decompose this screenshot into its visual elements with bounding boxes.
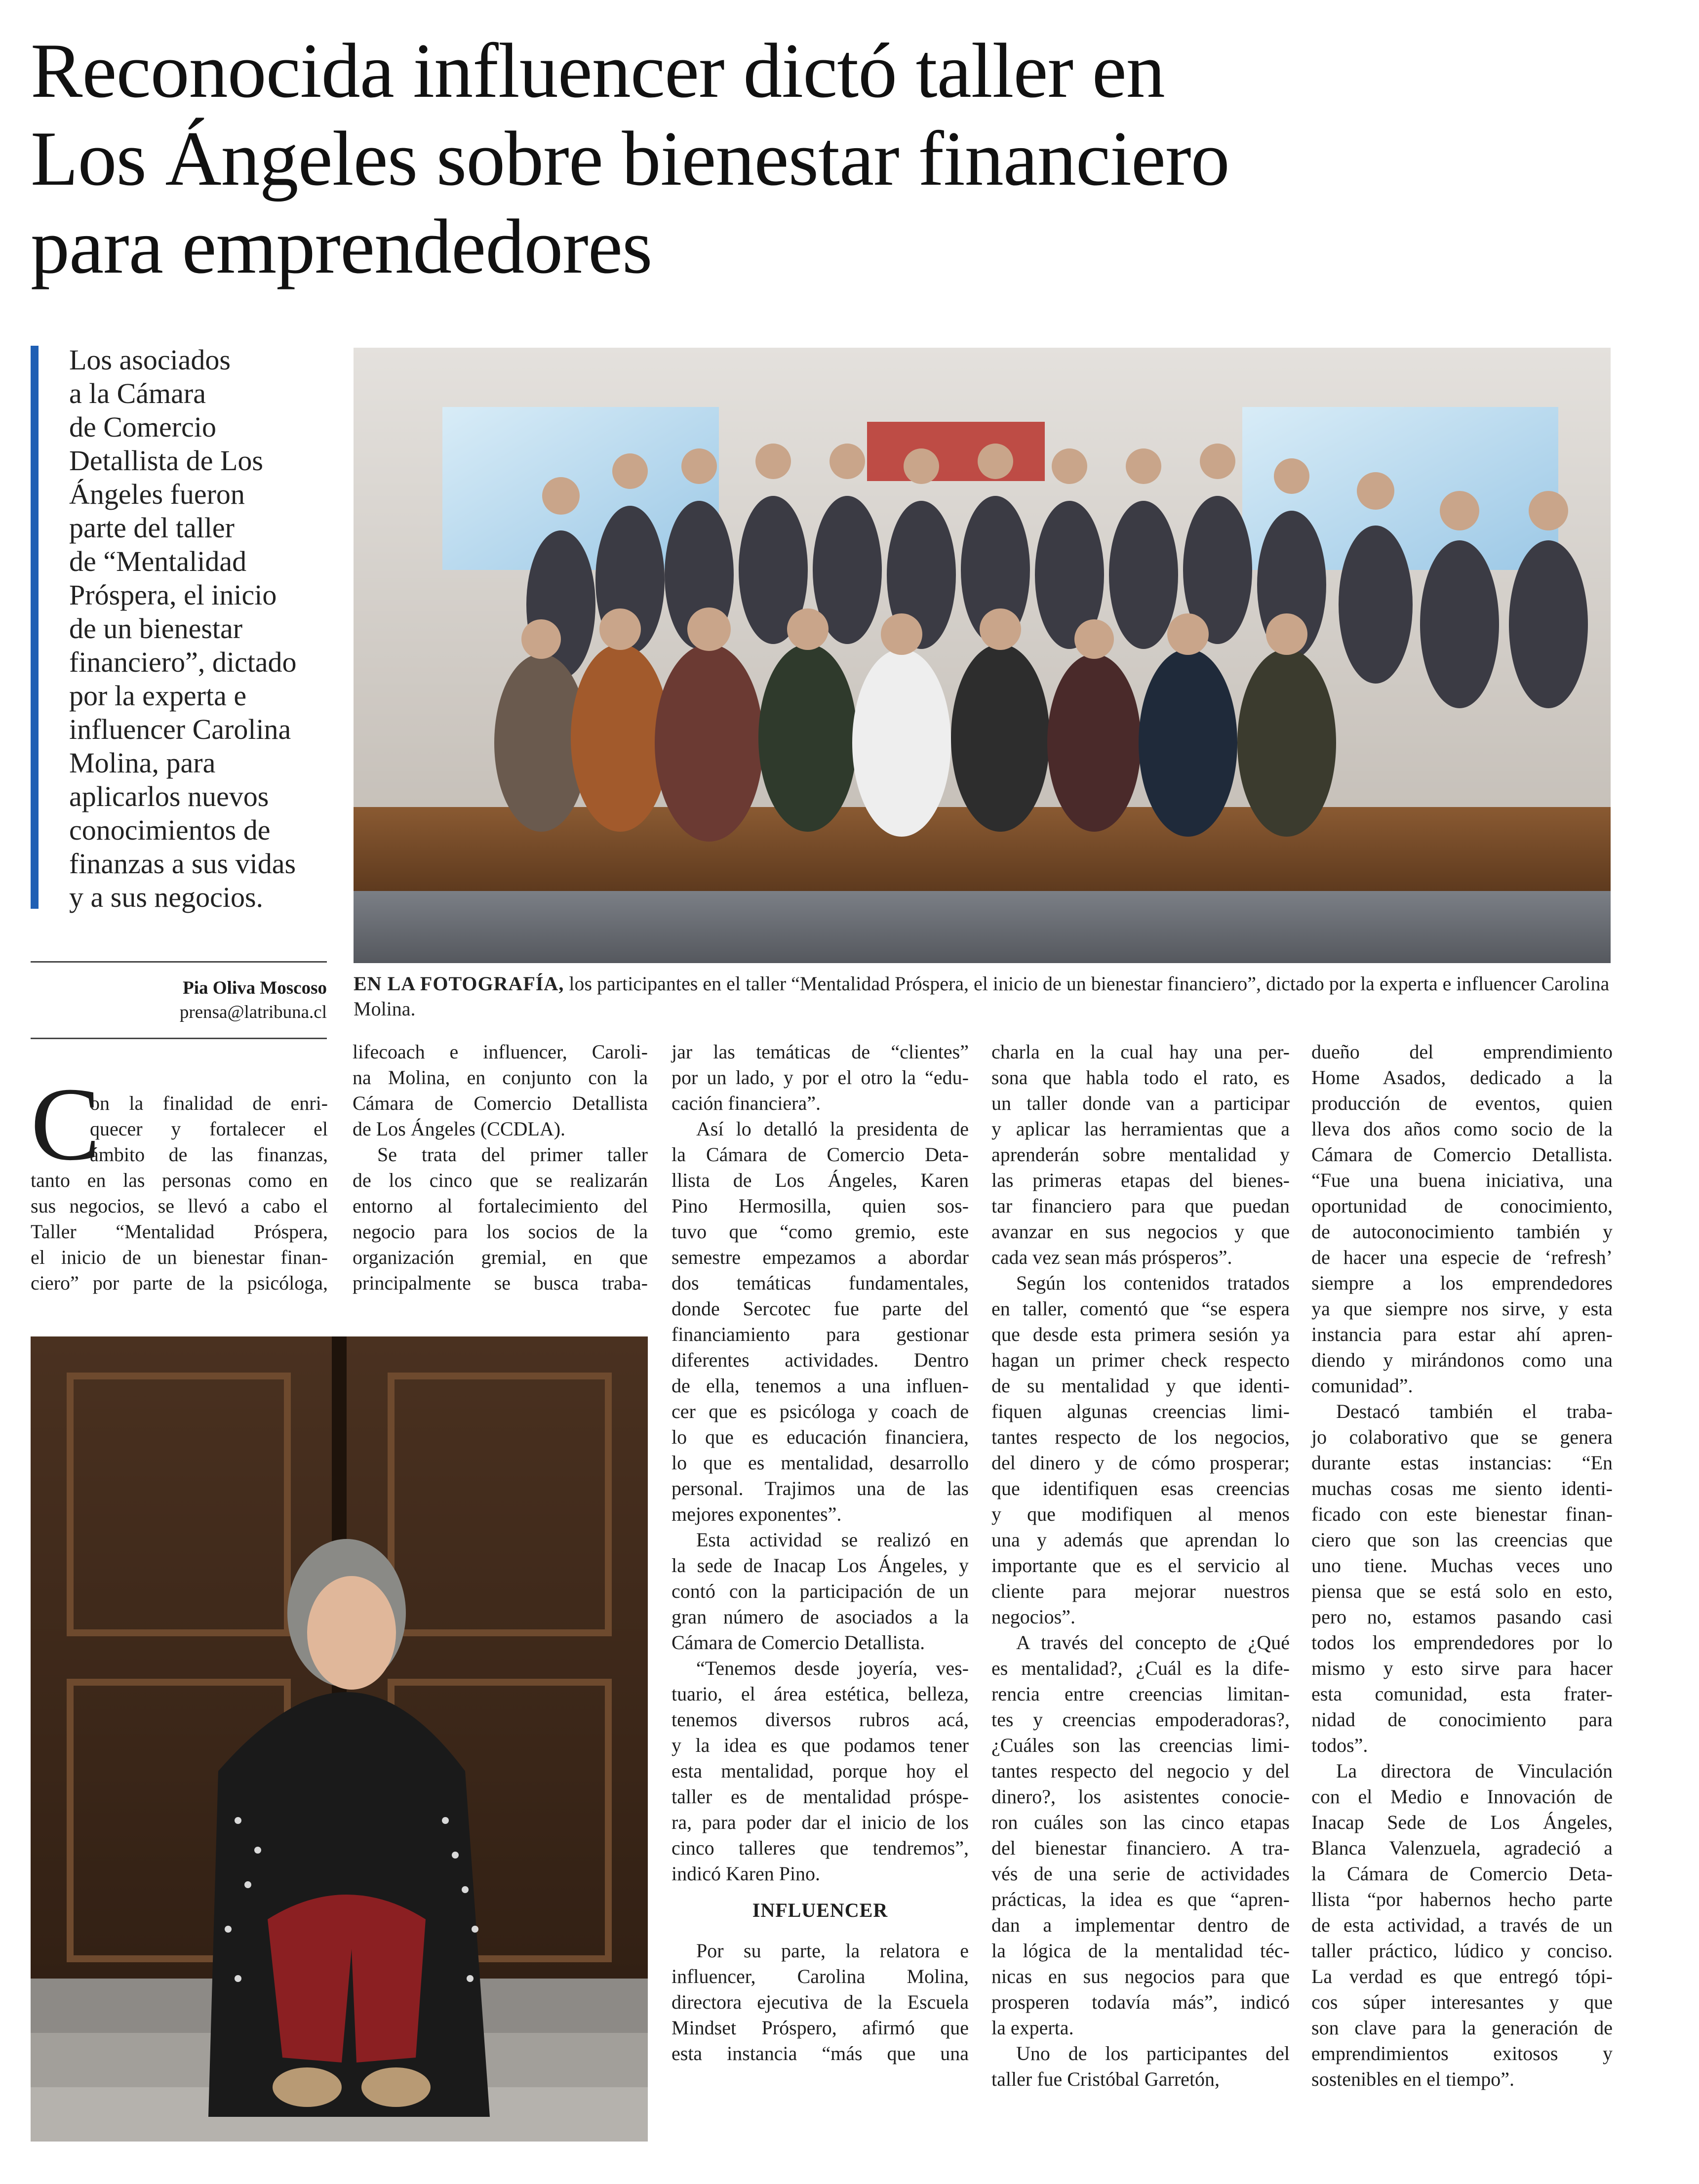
lead-line: finanzas a sus vidas xyxy=(69,848,296,880)
body-line: Blanca Valenzuela, agradeció a xyxy=(1311,1837,1613,1859)
body-line: Cámara de Comercio Detallista. xyxy=(672,1631,925,1654)
body-line: prácticas, la idea es que “apren- xyxy=(991,1888,1290,1910)
body-line: quecer y fortalecer el xyxy=(90,1118,328,1140)
body-line: entorno al fortalecimiento del xyxy=(353,1195,648,1217)
body-line: tuvo que “como gremio, este xyxy=(672,1220,969,1243)
lead-line: parte del taller xyxy=(69,512,235,544)
body-line: por un lado, y por el otro la “edu- xyxy=(672,1066,969,1089)
body-line: diferentes actividades. Dentro xyxy=(672,1349,969,1371)
drop-cap: C xyxy=(31,1066,101,1182)
body-line: Pino Hermosilla, quien sos- xyxy=(672,1195,969,1217)
body-line: Cámara de Comercio Detallista. xyxy=(1311,1143,1613,1166)
body-line: charla en la cual hay una per- xyxy=(991,1041,1290,1063)
body-line: diendo y mirándonos como una xyxy=(1311,1349,1613,1371)
body-line: organización gremial, en que xyxy=(353,1246,648,1268)
lead-line: de “Mentalidad xyxy=(69,545,247,577)
group-photo-illustration xyxy=(354,348,1611,963)
body-line: ya que siempre nos sirve, y esta xyxy=(1311,1297,1613,1320)
body-line: de hacer una especie de ‘refresh’ xyxy=(1311,1246,1613,1268)
body-line: na Molina, en conjunto con la xyxy=(353,1066,648,1089)
body-line: directora ejecutiva de la Escuela xyxy=(672,1991,969,2013)
body-line: Cámara de Comercio Detallista xyxy=(353,1092,648,1114)
body-line: siempre a los emprendedores xyxy=(1311,1272,1613,1294)
body-line: semestre empezamos a abordar xyxy=(672,1246,969,1268)
body-line: producción de eventos, quien xyxy=(1311,1092,1613,1114)
body-line: es mentalidad?, ¿Cuál es la dife- xyxy=(991,1657,1290,1679)
body-line: ron cuáles son las cinco etapas xyxy=(991,1811,1290,1833)
body-line: que identifiquen esas creencias xyxy=(991,1477,1290,1499)
body-line: hagan un primer check respecto xyxy=(991,1349,1290,1371)
body-line: cación financiera”. xyxy=(672,1092,821,1114)
body-line: pero no, estamos pasando casi xyxy=(1311,1606,1613,1628)
body-line: tanto en las personas como en xyxy=(31,1169,328,1191)
body-column-1 xyxy=(31,1091,328,1296)
byline-rule xyxy=(31,961,327,963)
body-line: ámbito de las finanzas, xyxy=(90,1143,328,1166)
body-line: cinco talleres que tendremos”, xyxy=(672,1837,969,1859)
body-line: aprenderán sobre mentalidad y xyxy=(991,1143,1290,1166)
lead-line: Detallista de Los xyxy=(69,445,264,477)
lead-line: Los asociados xyxy=(69,344,231,376)
lead-line: de un bienestar xyxy=(69,612,243,645)
body-line: Taller “Mentalidad Próspera, xyxy=(31,1220,328,1243)
body-line: taller práctico, lúdico y conciso. xyxy=(1311,1940,1613,1962)
byline-author: Pia Oliva Moscoso xyxy=(183,978,327,998)
body-line: en taller, comentó que “se espera xyxy=(991,1297,1290,1320)
body-line: avanzar en sus negocios y que xyxy=(991,1220,1290,1243)
body-line: todos los emprendedores por lo xyxy=(1311,1631,1613,1654)
body-line: La verdad es que entregó tópi- xyxy=(1311,1965,1613,1987)
body-line: y que modifiquen al menos xyxy=(991,1503,1290,1525)
body-line: lo que es mentalidad, desarrollo xyxy=(672,1452,969,1474)
body-line: mejores exponentes”. xyxy=(672,1503,842,1525)
body-line: llista de Los Ángeles, Karen xyxy=(672,1169,969,1191)
body-line: vés de una serie de actividades xyxy=(991,1862,1290,1885)
body-line: la Cámara de Comercio Deta- xyxy=(672,1143,969,1166)
body-line: jo colaborativo que se genera xyxy=(1311,1426,1613,1448)
lead-line: por la experta e xyxy=(69,680,247,712)
lead-accent-rule xyxy=(31,346,39,909)
body-line: cliente para mejorar nuestros xyxy=(991,1580,1290,1602)
lead-line: Molina, para xyxy=(69,747,216,779)
body-line: dan a implementar dentro de xyxy=(991,1914,1290,1936)
body-line: de ella, tenemos a una influen- xyxy=(672,1375,969,1397)
body-line: sus negocios, se llevó a cabo el xyxy=(31,1195,328,1217)
body-line: tantes respecto de los negocios, xyxy=(991,1426,1290,1448)
body-line: ciero que son las creencias que xyxy=(1311,1529,1613,1551)
body-line: Home Asados, dedicado a la xyxy=(1311,1066,1613,1089)
lead-summary xyxy=(69,343,331,914)
body-line: de los cinco que se realizarán xyxy=(353,1169,648,1191)
body-line: tar financiero para que puedan xyxy=(991,1195,1290,1217)
body-column-5 xyxy=(1311,1039,1613,2092)
body-line: la sede de Inacap Los Ángeles, y xyxy=(672,1554,969,1577)
body-line: instancia para estar ahí apren- xyxy=(1311,1323,1613,1345)
body-line: Esta actividad se realizó en xyxy=(696,1529,969,1551)
body-line: dinero?, los asistentes conocie- xyxy=(991,1785,1290,1808)
body-line: sostenibles en el tiempo”. xyxy=(1311,2068,1515,2090)
lead-line: de Comercio xyxy=(69,411,216,443)
body-line: de autoconocimiento también y xyxy=(1311,1220,1613,1243)
body-line: tenemos diversos rubros acá, xyxy=(672,1708,969,1731)
body-line: influencer, Carolina Molina, xyxy=(672,1965,969,1987)
body-line: una y además que aprendan lo xyxy=(991,1529,1290,1551)
body-line: nicas en sus negocios para que xyxy=(991,1965,1290,1987)
body-line: y aplicar las herramientas que a xyxy=(991,1118,1290,1140)
lead-line: conocimientos de xyxy=(69,814,271,846)
lead-line: influencer Carolina xyxy=(69,713,291,745)
body-line: taller fue Cristóbal Garretón, xyxy=(991,2068,1220,2090)
body-line: de Los Ángeles (CCDLA). xyxy=(353,1118,566,1140)
lead-line: y a sus negocios. xyxy=(69,881,264,913)
body-line: la Cámara de Comercio Deta- xyxy=(1311,1862,1613,1885)
body-line: comunidad”. xyxy=(1311,1375,1413,1397)
body-line: La directora de Vinculación xyxy=(1336,1760,1613,1782)
body-line: negocios”. xyxy=(991,1606,1075,1628)
body-line: lifecoach e influencer, Caroli- xyxy=(353,1041,648,1063)
headline-line: Los Ángeles sobre bienestar financiero xyxy=(31,116,1229,202)
body-line: piensa que se está solo en esto, xyxy=(1311,1580,1613,1602)
lead-line: Próspera, el inicio xyxy=(69,579,277,611)
body-line: del dinero y de cómo prosperar; xyxy=(991,1452,1290,1474)
portrait-illustration xyxy=(31,1336,648,2142)
body-line: dos temáticas fundamentales, xyxy=(672,1272,969,1294)
headline-line: Reconocida influencer dictó taller en xyxy=(31,28,1165,114)
body-line: Por su parte, la relatora e xyxy=(696,1940,969,1962)
body-line: la lógica de la mentalidad téc- xyxy=(991,1940,1290,1962)
body-line: esta comunidad, esta frater- xyxy=(1311,1683,1613,1705)
body-line: lleva dos años como socio de la xyxy=(1311,1118,1613,1140)
body-line: Inacap Sede de Los Ángeles, xyxy=(1311,1811,1613,1833)
body-line: tuario, el área estética, belleza, xyxy=(672,1683,969,1705)
body-line: el inicio de un bienestar finan- xyxy=(31,1246,328,1268)
body-line: cos súper interesantes y que xyxy=(1311,1991,1613,2013)
body-line: gran número de asociados a la xyxy=(672,1606,969,1628)
body-line: importante que es el servicio al xyxy=(991,1554,1290,1577)
body-line: muchas cosas me siento identi- xyxy=(1311,1477,1613,1499)
group-photo xyxy=(354,348,1611,963)
body-line: dueño del emprendimiento xyxy=(1311,1041,1613,1063)
body-line: esta mentalidad, porque hoy el xyxy=(672,1760,969,1782)
body-line: Mindset Próspero, afirmó que xyxy=(672,2017,969,2039)
body-column-3 xyxy=(672,1039,969,2066)
body-line: nidad de conocimiento para xyxy=(1311,1708,1613,1731)
body-line: Se trata del primer taller xyxy=(377,1143,648,1166)
body-line: con el Medio e Innovación de xyxy=(1311,1785,1613,1808)
body-line: del bienestar financiero. A tra- xyxy=(991,1837,1290,1859)
caption-text: los participantes en el taller “Mentalidad Próspera, el inicio de un bienestar financiero”, dictado por la experta e influencer Carolina Molina. xyxy=(354,972,1610,1020)
headline xyxy=(31,27,1561,291)
body-line: tantes respecto del negocio y del xyxy=(991,1760,1290,1782)
body-line: mismo y esto sirve para hacer xyxy=(1311,1657,1613,1679)
body-line: fiquen algunas creencias limi- xyxy=(991,1400,1290,1422)
body-line: y la idea es que podamos tener xyxy=(672,1734,969,1756)
body-line: lo que es educación financiera, xyxy=(672,1426,969,1448)
body-line: sona que habla todo el rato, es xyxy=(991,1066,1290,1089)
lead-line: aplicarlos nuevos xyxy=(69,780,269,812)
body-line: ciero” por parte de la psicóloga, xyxy=(31,1272,328,1294)
body-line: jar las temáticas de “clientes” xyxy=(672,1041,969,1063)
body-line: un taller donde van a participar xyxy=(991,1092,1290,1114)
body-line: todos”. xyxy=(1311,1734,1368,1756)
headline-line: para emprendedores xyxy=(31,203,652,290)
body-line: Uno de los participantes del xyxy=(1016,2042,1290,2064)
body-line: las primeras etapas del bienes- xyxy=(991,1169,1290,1191)
body-line: ¿Cuáles son las creencias limi- xyxy=(991,1734,1290,1756)
section-subhead: INFLUENCER xyxy=(752,1899,888,1921)
body-line: que desde esta primera sesión ya xyxy=(991,1323,1290,1345)
body-line: cada vez sean más prósperos”. xyxy=(991,1246,1232,1268)
byline-rule xyxy=(31,1038,327,1039)
body-line: contó con la participación de un xyxy=(672,1580,969,1602)
body-line: ficado con este bienestar finan- xyxy=(1311,1503,1613,1525)
body-column-4 xyxy=(991,1039,1290,2092)
body-line: personal. Trajimos una de las xyxy=(672,1477,969,1499)
body-line: principalmente se busca traba- xyxy=(353,1272,648,1294)
body-line: llista “por habernos hecho parte xyxy=(1311,1888,1613,1910)
body-line: Así lo detalló la presidenta de xyxy=(696,1118,969,1140)
body-line: “Tenemos desde joyería, ves- xyxy=(696,1657,969,1679)
body-line: prosperen todavía más”, indicó xyxy=(991,1991,1290,2013)
body-line: rencia entre creencias limitan- xyxy=(991,1683,1290,1705)
body-line: Según los contenidos tratados xyxy=(1016,1272,1290,1294)
lead-line: a la Cámara xyxy=(69,377,206,409)
body-line: “Fue una buena iniciativa, una xyxy=(1311,1169,1613,1191)
body-line: durante estas instancias: “En xyxy=(1311,1452,1613,1474)
photo-caption xyxy=(354,971,1611,1021)
body-line: taller es de mentalidad próspe- xyxy=(672,1785,969,1808)
body-line: negocio para los socios de la xyxy=(353,1220,648,1243)
body-line: cer que es psicóloga y coach de xyxy=(672,1400,969,1422)
body-line: de esta actividad, a través de un xyxy=(1311,1914,1613,1936)
body-line: ra, para poder dar el inicio de los xyxy=(672,1811,969,1833)
caption-label: EN LA FOTOGRAFÍA, xyxy=(354,972,564,995)
body-line: A través del concepto de ¿Qué xyxy=(1016,1631,1290,1654)
body-line: tes y creencias empoderadoras?, xyxy=(991,1708,1290,1731)
body-line: emprendimientos exitosos y xyxy=(1311,2042,1613,2064)
body-line: uno tiene. Muchas veces uno xyxy=(1311,1554,1613,1577)
body-line: de su mentalidad y que identi- xyxy=(991,1375,1290,1397)
byline-email: prensa@latribuna.cl xyxy=(179,1002,327,1022)
body-line: on la finalidad de enri- xyxy=(90,1092,328,1114)
body-line: oportunidad de conocimiento, xyxy=(1311,1195,1613,1217)
body-line: financiamiento para gestionar xyxy=(672,1323,969,1345)
lead-line: Ángeles fueron xyxy=(69,478,245,510)
body-line: son clave para la generación de xyxy=(1311,2017,1613,2039)
body-column-2 xyxy=(353,1039,648,1296)
portrait-photo xyxy=(31,1336,648,2142)
body-line: Destacó también el traba- xyxy=(1336,1400,1613,1422)
body-line: indicó Karen Pino. xyxy=(672,1862,821,1885)
lead-line: financiero”, dictado xyxy=(69,646,297,678)
body-line: la experta. xyxy=(991,2017,1074,2039)
body-line: esta instancia “más que una xyxy=(672,2042,969,2064)
body-line: donde Sercotec fue parte del xyxy=(672,1297,969,1320)
